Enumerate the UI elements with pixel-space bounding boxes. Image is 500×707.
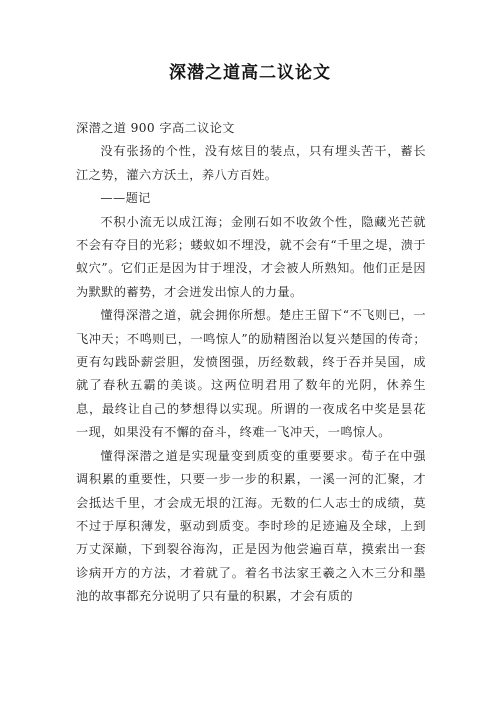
document-title: 深潜之道高二议论文 — [169, 63, 331, 83]
paragraph-body-3: 懂得深潜之道是实现量变到质变的重要要求。荀子在中强调积累的重要性，只要一步一步的积累，一溪一河的汇聚，才会抵达千里，才会成无垠的江海。无数的仁人志士的成绩，莫不过于厚积薄发，驱动到质变。李时珍的足迹遍及全球，上到万丈深巅，下到裂谷海沟，正是因为他尝遍百草，摸索出一套诊病开方的方法，才着就了。着名书法家王羲之入木三分和墨池的故事都充分说明了只有量的积累，才会有质的 — [76, 448, 426, 604]
paragraph-body-2: 懂得深潜之道，就会拥你所想。楚庄王留下“不飞则已，一飞冲天；不鸣则已，一鸣惊人”的励精图治以复兴楚国的传奇；更有勾践卧薪尝胆，发愤图强，历经数载，终于吞并吴国，成就了春秋五霸的美谈。这两位明君用了数年的光阴，休养生息，最终让自己的梦想得以实现。所谓的一夜成名中奖是昙花一现，如果没有不懈的奋斗，终难一飞冲天，一鸣惊人。 — [76, 308, 426, 440]
paragraph-epigraph-label: ——题记 — [100, 191, 151, 206]
document-body — [76, 117, 426, 609]
paragraph-body-1: 不积小流无以成江海；金刚石如不收敛个性，隐藏光芒就不会有夺目的光彩；蝼蚁如不埋没，就不会有“千里之堤，溃于蚁穴”。它们正是因为甘于埋没，才会被人所熟知。他们正是因为默默的蓄势，才会迸发出惊人的力量。 — [76, 214, 426, 299]
document-subtitle: 深潜之道 900 字高二议论文 — [76, 121, 235, 135]
paragraph-intro: 没有张扬的个性，没有炫目的装点，只有埋头苦干，蓄长江之势，灌六方沃土，养八方百姓。 — [76, 144, 426, 182]
